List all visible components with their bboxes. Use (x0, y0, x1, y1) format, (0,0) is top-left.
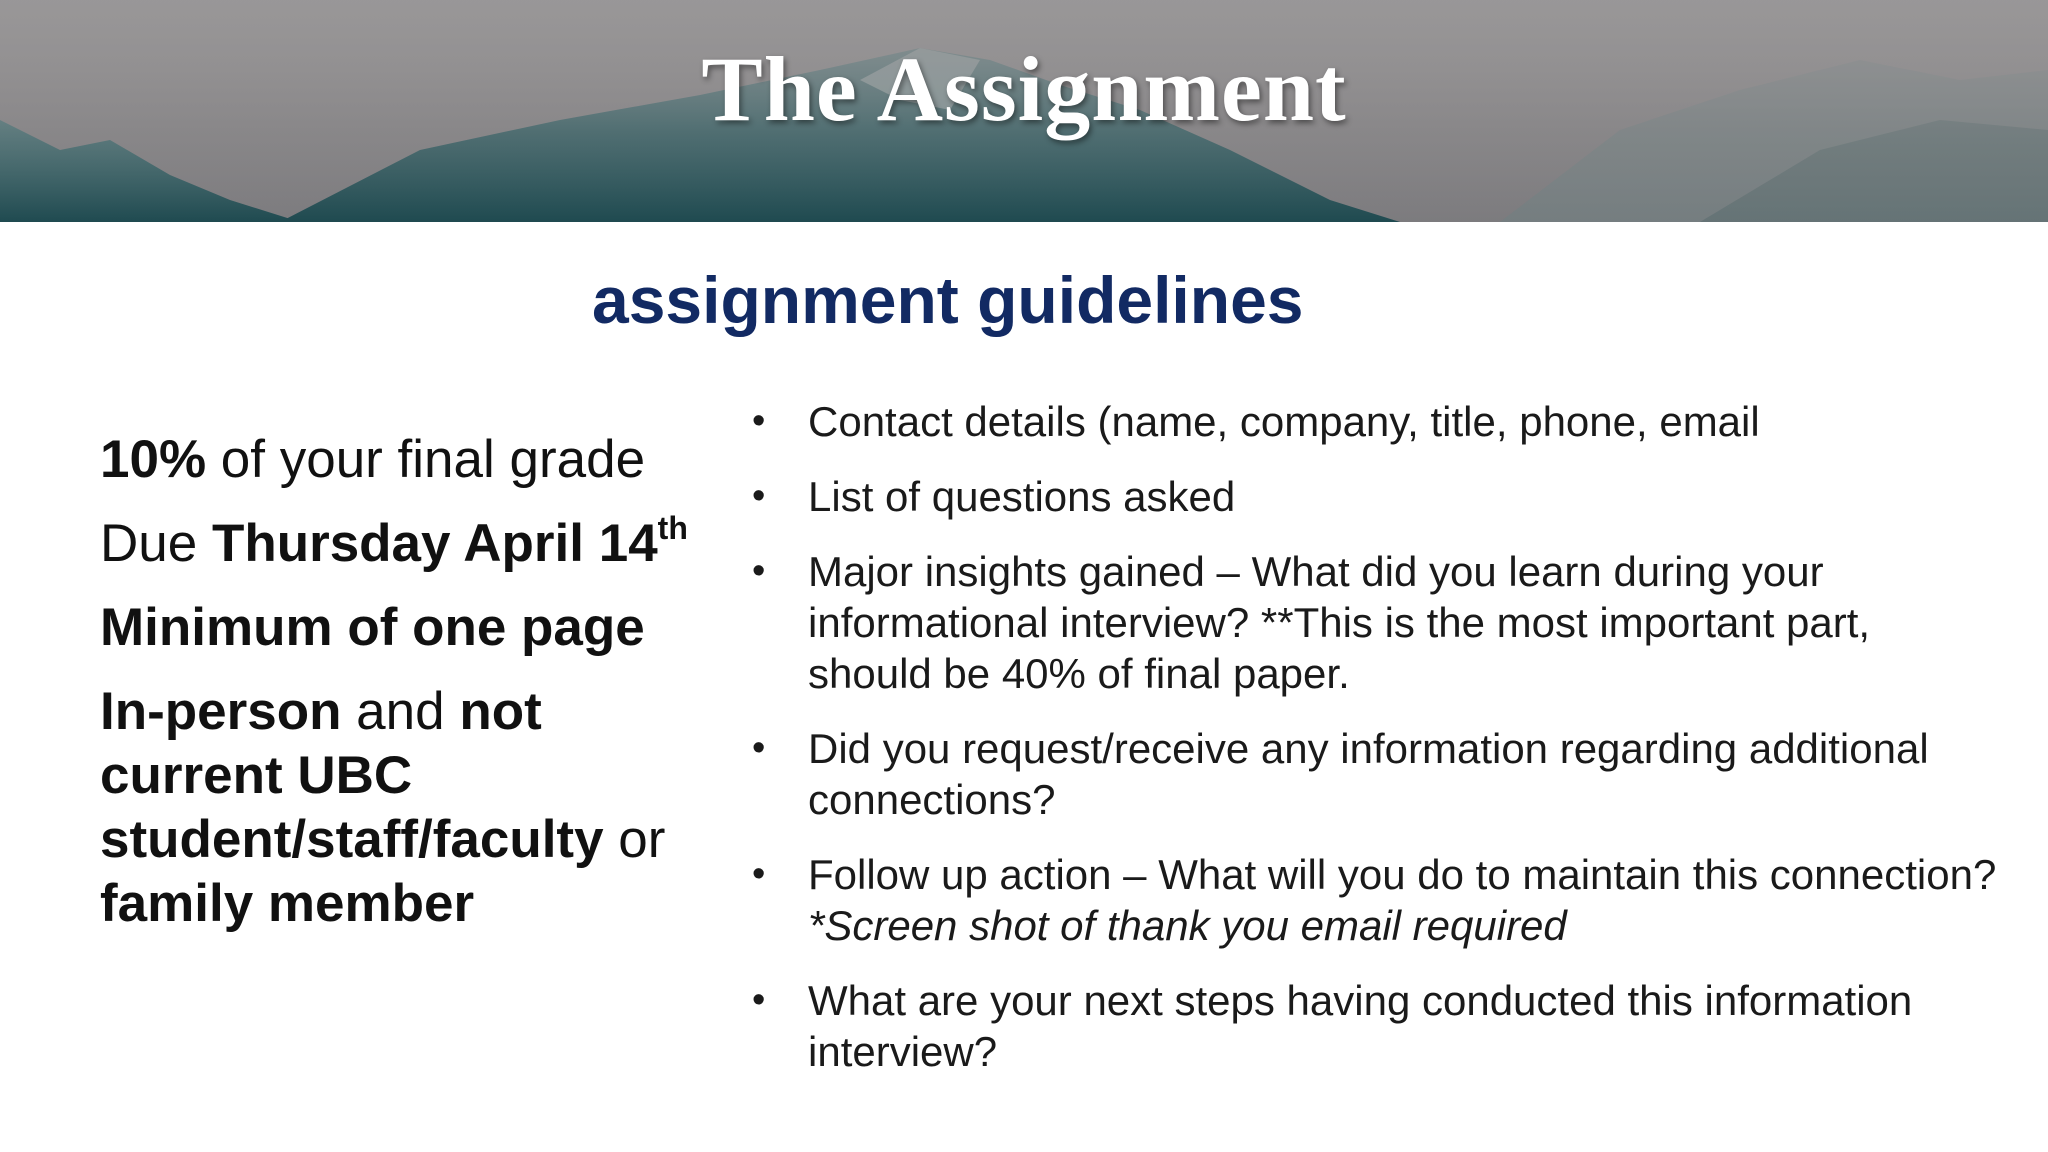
slide-subtitle: assignment guidelines (592, 263, 1304, 337)
bullet-icon: • (752, 979, 766, 1021)
due-line (100, 512, 700, 576)
screenshot-note: *Screen shot of thank you email required (808, 902, 1567, 949)
list-item: • Did you request/receive any information regarding additional connections? (752, 725, 1929, 823)
due-date-suffix: th (657, 510, 688, 546)
not-current-text: not current UBC student/staff/faculty (100, 682, 604, 869)
summary-column (100, 428, 700, 956)
bullet-icon: • (752, 550, 766, 592)
bullet-icon: • (752, 475, 766, 517)
bullet-icon: • (752, 400, 766, 442)
list-item: • Follow up action – What will you do to maintain this connection? *Screen shot of thank you email required (752, 851, 1997, 949)
bullet-icon: • (752, 853, 766, 895)
inperson-text: In-person (100, 682, 342, 741)
grade-line (100, 428, 700, 492)
bullet-icon: • (752, 727, 766, 769)
family-text: family member (100, 874, 475, 933)
eligibility-line: In-person and not current UBC student/staff/faculty or family member (100, 682, 666, 933)
list-item: • What are your next steps having conducted this information interview? (752, 977, 1913, 1075)
list-item: • List of questions asked (752, 473, 1236, 520)
grade-percent: 10% (100, 430, 207, 489)
list-item: • Contact details (name, company, title, phone, email (752, 398, 1760, 445)
header-banner (0, 0, 2048, 222)
list-item: • Major insights gained – What did you learn during your informational interview? **This is the most important part, should be 40% of final paper. (752, 548, 1871, 697)
due-date: Thursday April 14th (211, 510, 688, 573)
slide-title: The Assignment (701, 38, 1347, 140)
minimum-line: Minimum of one page (100, 598, 645, 657)
guidelines-list (752, 396, 2002, 1101)
due-prefix: Due (100, 514, 212, 573)
grade-text: of your final grade (206, 430, 646, 489)
